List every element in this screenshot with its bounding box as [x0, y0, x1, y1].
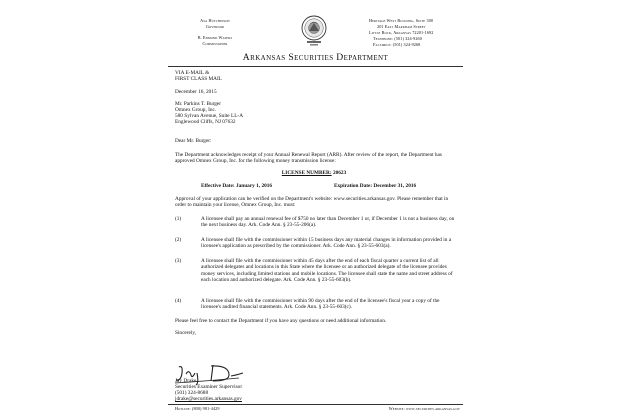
- recipient-company: Omnex Group, Inc.: [175, 107, 217, 113]
- letter-date: December 16, 2015: [175, 89, 217, 95]
- governor-title: Governor: [205, 24, 225, 29]
- telephone: Telephone: (501) 324-9260: [373, 36, 422, 41]
- address-line-1: Heritage West Building, Suite 300: [369, 18, 434, 23]
- closing: Sincerely,: [175, 330, 196, 336]
- item-text: A licensee shall file with the commissioner within 45 days after the end of each fiscal quarter a current list of all authorized delegates and locations in this State where the licensee or an authorized delegate of the licensee provides money services, including limited stations and mobile locations. The licensee shall state the name and street address of each location and authorized delegate. Ark. Code Ann. § 23-55-603(b).: [201, 258, 453, 284]
- item-number: (3): [175, 258, 182, 264]
- footer-hotline: Hotline: (800) 981-4429: [175, 406, 220, 411]
- signer-phone: (501) 324-8688: [175, 390, 209, 396]
- delivery-line-2: FIRST CLASS MAIL: [175, 76, 222, 82]
- address-line-3: Little Rock, Arkansas 72201-1692: [369, 30, 434, 35]
- signer-name: Jay Drake: [175, 378, 197, 384]
- item-text: A licensee shall file with the commissioner within 15 business days any material changes in information provided in a licensee's application as prescribed by the commissioner. Ark. Code Ann. § 23-55-603(a).: [201, 237, 452, 250]
- license-number-line: [175, 170, 453, 176]
- state-seal-icon: [301, 14, 327, 48]
- recipient-street: 580 Sylvan Avenue, Suite LL-A: [175, 113, 244, 119]
- item-text: A licensee shall file with the commissioner within 90 days after the end of the licensee's fiscal year a copy of the licensee's audited financial statements. Ark. Code Ann. § 23-55-603(c).: [201, 298, 440, 311]
- verify-paragraph: Approval of your application can be verified on the Department's website: www.securities.arkansas.gov. Please remember that in order to maintain your license, Omnex Group, Inc. must:: [175, 196, 449, 209]
- effective-date: Effective Date: January 1, 2016: [201, 183, 273, 189]
- signer-title: Securities Examiner Supervisor: [175, 384, 243, 390]
- license-number-label: LICENSE NUMBER:: [281, 170, 332, 176]
- footer-divider: [168, 404, 463, 405]
- closing-note: Please feel free to contact the Department if you have any questions or need additional information.: [175, 318, 387, 324]
- governor-name: Asa Hutchinson: [200, 18, 230, 23]
- letterhead-divider: [168, 66, 463, 67]
- address-line-2: 201 East Markham Street: [377, 24, 426, 29]
- commissioner-name: B. Edmond Waters: [197, 35, 233, 40]
- license-number-value: 20623: [332, 170, 347, 176]
- commissioner-title: Commissioner: [202, 41, 228, 46]
- delivery-line-1: VIA E-MAIL &: [175, 70, 210, 76]
- intro-paragraph: The Department acknowledges receipt of your Annual Renewal Report (ARR). After review of the report, the Department has approved Omnex Group, Inc. for the following money transmission license:: [175, 152, 442, 165]
- item-number: (1): [175, 216, 182, 222]
- department-title: Arkansas Securities Department: [242, 52, 389, 63]
- item-number: (4): [175, 298, 182, 304]
- signer-email[interactable]: jdrake@securities.arkansas.gov: [175, 396, 242, 402]
- item-number: (2): [175, 237, 182, 243]
- footer-website[interactable]: Website: www.securities.arkansas.gov: [388, 406, 460, 411]
- recipient-name: Mr. Parkins T. Burger: [175, 101, 222, 107]
- recipient-city: Englewood Cliffs, NJ 07632: [175, 119, 236, 125]
- item-text: A licensee shall pay an annual renewal fee of $750 no later than December 1 or, if December 1 is not a business day, on the next business day. Ark. Code Ann. § 23-55-206(a).: [201, 216, 455, 229]
- salutation: Dear Mr. Burger:: [175, 138, 212, 144]
- facsimile: Facsimile: (501) 324-9268: [373, 42, 421, 47]
- expiration-date: Expiration Date: December 31, 2016: [334, 183, 417, 189]
